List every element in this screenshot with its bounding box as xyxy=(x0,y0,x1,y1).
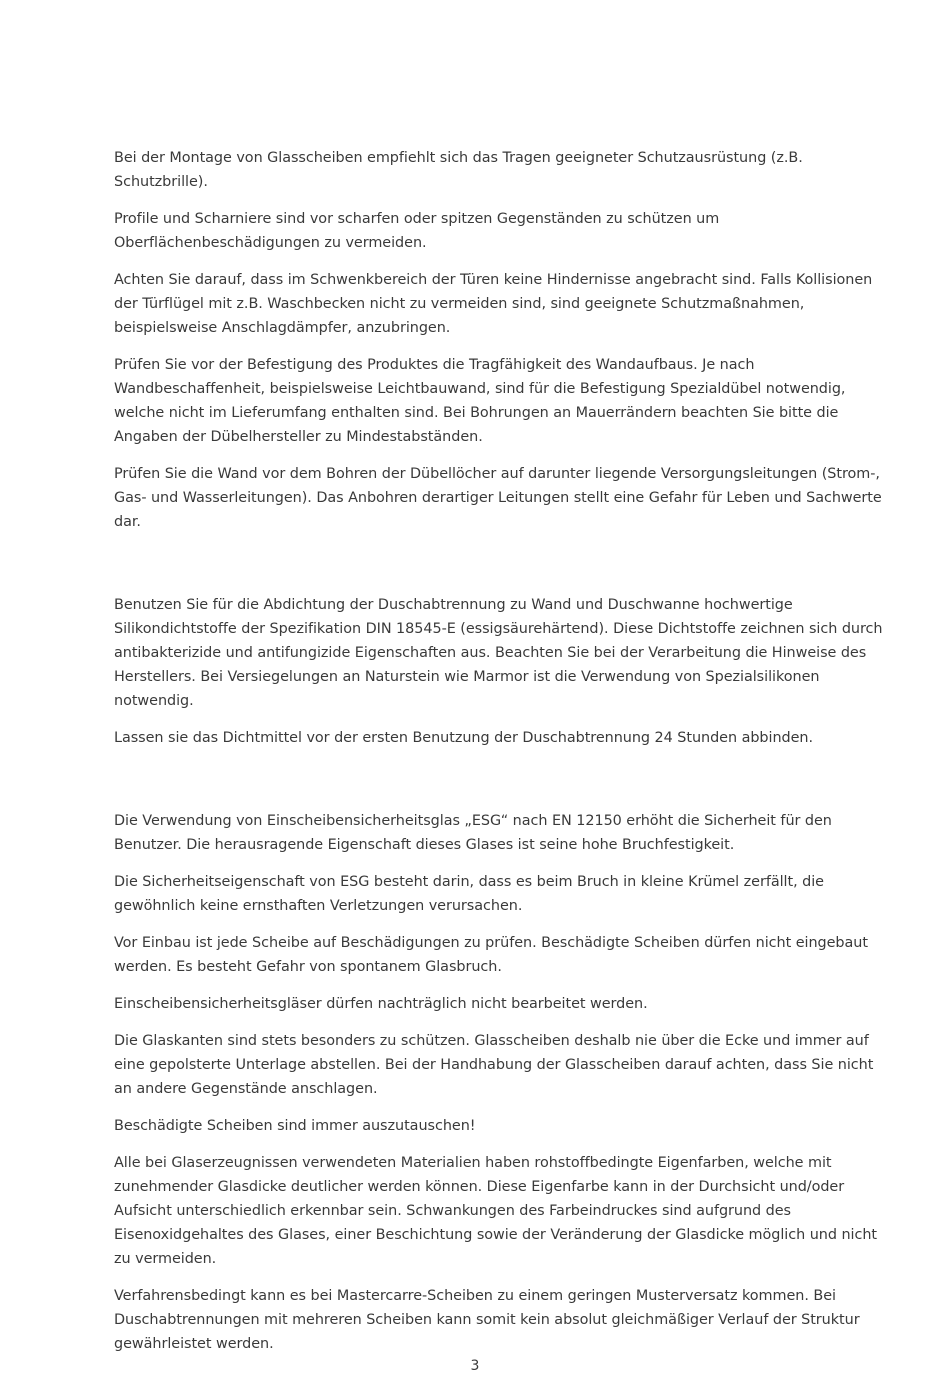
section-montage xyxy=(114,146,890,534)
paragraph: Prüfen Sie die Wand vor dem Bohren der Dübellöcher auf darunter liegende Versorgungsleitungen (Strom-, Gas- und Wasserleitungen). Das Anbohren derartiger Leitungen stellt eine Gefahr für Leben und Sachwerte dar. xyxy=(114,466,882,530)
paragraph: Vor Einbau ist jede Scheibe auf Beschädigungen zu prüfen. Beschädigte Scheiben dürfen nicht eingebaut werden. Es besteht Gefahr von spontanem Glasbruch. xyxy=(114,935,868,975)
paragraph: Profile und Scharniere sind vor scharfen oder spitzen Gegenständen zu schützen um Oberflächenbeschädigungen zu vermeiden. xyxy=(114,211,720,251)
paragraph: Beschädigte Scheiben sind immer auszutauschen! xyxy=(114,1118,476,1134)
paragraph: Einscheibensicherheitsgläser dürfen nachträglich nicht bearbeitet werden. xyxy=(114,996,648,1012)
paragraph: Benutzen Sie für die Abdichtung der Duschabtrennung zu Wand und Duschwanne hochwertige Silikondichtstoffe der Spezifikation DIN 18545-E (essigsäurehärtend). Diese Dichtstoffe zeichnen sich durch antibakterizide und antifungizide Eigenschaften aus. Beachten Sie bei der Verarbeitung die Hinweise des Herstellers. Bei Versiegelungen an Naturstein wie Marmor ist die Verwendung von Spezialsilikonen notwendig. xyxy=(114,597,883,709)
section-abdichtung xyxy=(114,593,890,750)
page-number: 3 xyxy=(470,1358,480,1374)
paragraph: Lassen sie das Dichtmittel vor der ersten Benutzung der Duschabtrennung 24 Stunden abbinden. xyxy=(114,730,814,746)
paragraph: Prüfen Sie vor der Befestigung des Produktes die Tragfähigkeit des Wandaufbaus. Je nach Wandbeschaffenheit, beispielsweise Leichtbauwand, sind für die Befestigung Spezialdübel notwendig, welche nicht im Lieferumfang enthalten sind. Bei Bohrungen an Mauerrändern beachten Sie bitte die Angaben der Dübelhersteller zu Mindestabständen. xyxy=(114,357,846,445)
section-spacer xyxy=(114,547,890,593)
section-spacer xyxy=(114,763,890,809)
document-body xyxy=(114,146,890,1369)
paragraph: Achten Sie darauf, dass im Schwenkbereich der Türen keine Hindernisse angebracht sind. Falls Kollisionen der Türflügel mit z.B. Waschbecken nicht zu vermeiden sind, sind geeignete Schutzmaßnahmen, beispielsweise Anschlagdämpfer, anzubringen. xyxy=(114,272,873,336)
paragraph: Alle bei Glaserzeugnissen verwendeten Materialien haben rohstoffbedingte Eigenfarben, welche mit zunehmender Glasdicke deutlicher werden können. Diese Eigenfarbe kann in der Durchsicht und/oder Aufsicht unterschiedlich erkennbar sein. Schwankungen des Farbeindruckes sind aufgrund des Eisenoxidgehaltes des Glases, einer Beschichtung sowie der Veränderung der Glasdicke möglich und nicht zu vermeiden. xyxy=(114,1155,877,1267)
paragraph: Verfahrensbedingt kann es bei Mastercarre-Scheiben zu einem geringen Musterversatz kommen. Bei Duschabtrennungen mit mehreren Scheiben kann somit kein absolut gleichmäßiger Verlauf der Struktur gewährleistet werden. xyxy=(114,1288,860,1352)
paragraph: Die Glaskanten sind stets besonders zu schützen. Glasscheiben deshalb nie über die Ecke und immer auf eine gepolsterte Unterlage abstellen. Bei der Handhabung der Glasscheiben darauf achten, dass Sie nicht an andere Gegenstände anschlagen. xyxy=(114,1033,874,1097)
paragraph: Die Sicherheitseigenschaft von ESG besteht darin, dass es beim Bruch in kleine Krümel zerfällt, die gewöhnlich keine ernsthaften Verletzungen verursachen. xyxy=(114,874,824,914)
paragraph: Bei der Montage von Glasscheiben empfiehlt sich das Tragen geeigneter Schutzausrüstung (z.B. Schutzbrille). xyxy=(114,150,803,190)
section-esg xyxy=(114,809,890,1356)
paragraph: Die Verwendung von Einscheibensicherheitsglas „ESG“ nach EN 12150 erhöht die Sicherheit für den Benutzer. Die herausragende Eigenschaft dieses Glases ist seine hohe Bruchfestigkeit. xyxy=(114,813,832,853)
